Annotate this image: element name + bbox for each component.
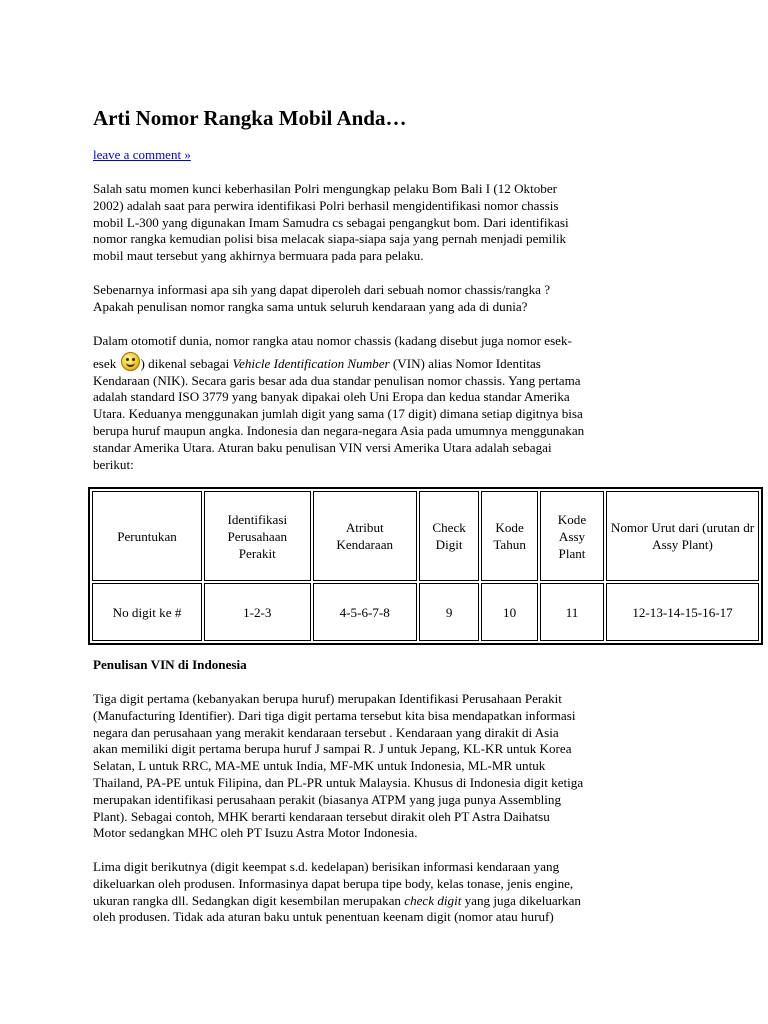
table-header-cell: Nomor Urut dari (urutan dr Assy Plant) — [606, 491, 759, 581]
paragraph-manufacturer-id: Tiga digit pertama (kebanyakan berupa huruf) merupakan Identifikasi Perusahaan Perakit (Manufacturing Identifier). Dari tiga digit pertama tersebut kita bisa mendapatkan informasi negara dan perusahaan yang merakit kendaraan tersebut . Kendaraan yang dirakit di Asia akan memiliki digit pertama berupa huruf J sampai R. J untuk Jepang, KL-KR untuk Korea Selatan, L untuk RRC, MA-ME untuk India, MF-MK untuk Indonesia, ML-MR untuk Thailand, PA-PE untuk Filipina, dan PL-PR untuk Malaysia. Khusus di Indonesia digit ketiga merupakan identifikasi perusahaan perakit (biasanya ATPM yang juga punya Assembling Plant). Sebagai contoh, MHK berarti kendaraan tersebut dirakit oleh PT Astra Daihatsu Motor sedangkan MHC oleh PT Isuzu Astra Motor Indonesia. — [93, 691, 584, 841]
section-heading: Penulisan VIN di Indonesia — [93, 657, 247, 672]
table-header-cell: Check Digit — [419, 491, 479, 581]
table-cell: 9 — [419, 583, 479, 641]
table-cell: No digit ke # — [92, 583, 202, 641]
table-header-cell: Peruntukan — [92, 491, 202, 581]
table-header-row — [92, 491, 759, 581]
paragraph-question: Sebenarnya informasi apa sih yang dapat diperoleh dari sebuah nomor chassis/rangka ? Apakah penulisan nomor rangka sama untuk seluruh kendaraan yang ada di dunia? — [93, 282, 551, 314]
vin-structure-table — [88, 487, 763, 645]
paragraph-vehicle-attributes: Lima digit berikutnya (digit keempat s.d. kedelapan) berisikan informasi kendaraan yang dikeluarkan oleh produsen. Informasinya dapat berupa tipe body, kelas tonase, jenis engine, ukuran rangka dll. Sedangkan digit kesembilan merupakan check digit yang juga dikeluarkan oleh produsen. Tidak ada aturan baku untuk penentuan keenam digit (nomor atau huruf) — [93, 859, 581, 925]
leave-comment-link[interactable]: leave a comment » — [93, 147, 191, 162]
table-header-cell: Kode Assy Plant — [540, 491, 604, 581]
paragraph-intro: Salah satu momen kunci keberhasilan Polri mengungkap pelaku Bom Bali I (12 Oktober 2002) adalah saat para perwira identifikasi Polri berhasil mengidentifikasi nomor chassis mobil L-300 yang digunakan Imam Samudra cs sebagai pengangkut bom. Dari identifikasi nomor rangka kemudian polisi bisa melacak siapa-siapa saja yang pernah menjadi pemilik mobil maut tersebut yang akhirnya bermuara pada para pelaku. — [93, 181, 569, 264]
paragraph-vin-intro: Dalam otomotif dunia, nomor rangka atau nomor chassis (kadang disebut juga nomor esek- esek ) dikenal sebagai Vehicle Identification Number (VIN) alias Nomor Identitas Kendaraan (NIK). Secara garis besar ada dua standar penulisan nomor chassis. Yang pertama adalah standard ISO 3779 yang banyak dipakai oleh Uni Eropa dan kedua standar Amerika Utara. Keduanya menggunakan jumlah digit yang sama (17 digit) dimana setiap digitnya bisa berupa huruf maupun angka. Indonesia dan negara-negara Asia pada umumnya menggunakan standar Amerika Utara. Aturan baku penulisan VIN versi Amerika Utara adalah sebagai berikut: — [93, 333, 585, 472]
table-cell: 12-13-14-15-16-17 — [606, 583, 759, 641]
table-cell: 1-2-3 — [204, 583, 311, 641]
smiley-icon — [121, 352, 140, 371]
table-cell: 10 — [481, 583, 538, 641]
table-cell: 11 — [540, 583, 604, 641]
table-cell: 4-5-6-7-8 — [313, 583, 417, 641]
table-header-cell: Kode Tahun — [481, 491, 538, 581]
article-title: Arti Nomor Rangka Mobil Anda… — [93, 106, 407, 130]
table-row — [92, 583, 759, 641]
table-header-cell: Identifikasi Perusahaan Perakit — [204, 491, 311, 581]
table-header-cell: Atribut Kendaraan — [313, 491, 417, 581]
